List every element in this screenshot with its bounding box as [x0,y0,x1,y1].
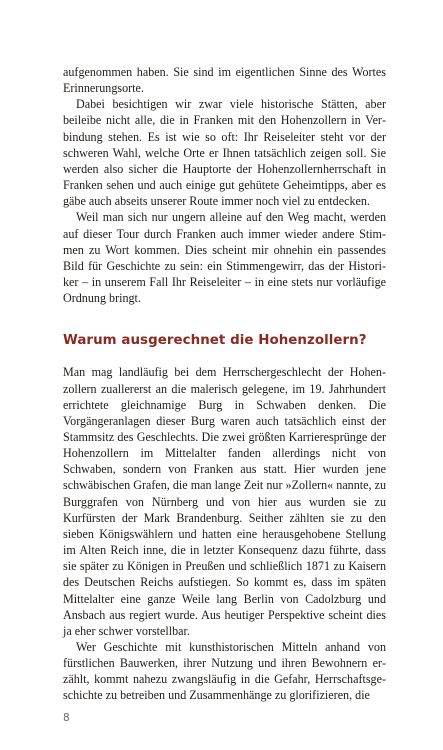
paragraph-intro-3: Weil man sich nur ungern alleine auf den Weg macht, werden auf dieser Tour durch Franken auch immer wieder andere Stimmen zu Wort kommen. Dies scheint mir ohnehin ein passendes Bild für Geschichte zu sein: ein Stimmengewirr, das der Historiker – in unserem Fall Ihr Reiseleiter – in eine stets nur vorläufige Ordnung bringt. [63,210,386,306]
section-heading: Warum ausgerechnet die Hohenzollern? [63,333,367,349]
paragraph-intro-1: aufgenommen haben. Sie sind im eigentlichen Sinne des Wortes Erinnerungsorte. [63,65,386,96]
paragraph-section-2: Wer Geschichte mit kunsthistorischen Mitteln anhand von fürstlichen Bauwerken, ihrer Nutzung und ihren Bewohnern erzählt, kommt nahezu zwangsläufig in die Gefahr, Herrschaftsgeschichte zu betreiben und Zusammenhänge zu glorifizieren, die [63,640,386,703]
paragraph-section-1: Man mag landläufig bei dem Herrschergeschlecht der Hohenzollern zuallererst an die malerisch gelegene, im 19. Jahrhundert errichtete gleichnamige Burg in Schwaben denken. Die Vorgängeranlagen dieser Burg waren auch tatsächlich einst der Stammsitz des Geschlechts. Die zwei größten Karrieresprünge der Hohenzollern im Mittelalter fanden allerdings nicht von Schwaben, sondern von Franken aus statt. Hier wurden jene schwäbischen Grafen, die man lange Zeit nur »Zollern« nannte, zu Burggrafen von Nürnberg und von hier aus wurden sie zu Kurfürsten der Mark Brandenburg. Seither zählten sie zu den sieben Königswählern und hatten eine herausgehobene Stellung im Alten Reich inne, die in letzter Konsequenz dazu führte, dass sie später zu Königen in Preußen und schließlich 1871 zu Kaisern des Deutschen Reichs aufstiegen. So kommt es, dass im späten Mittelalter eine ganze Weile lang Berlin von Cadolzburg und Ansbach aus regiert wurde. Aus heutiger Perspektive scheint dies ja eher schwer vorstellbar. [63,365,386,638]
book-page [63,64,386,704]
page-number: 8 [63,712,70,724]
paragraph-intro-2: Dabei besichtigen wir zwar viele historische Stätten, aber beileibe nicht alle, die in Franken mit den Hohenzollern in Verbindung stehen. Es ist wie so oft: Ihr Reiseleiter steht vor der schweren Wahl, welche Orte er Ihnen tatsächlich zeigen soll. Sie werden also sicher die Hauptorte der Hohenzollernherrschaft in Franken sehen und auch einige gut gehütete Geheimtipps, aber es gäbe auch abseits unserer Route immer noch viel zu entdecken. [63,97,386,209]
